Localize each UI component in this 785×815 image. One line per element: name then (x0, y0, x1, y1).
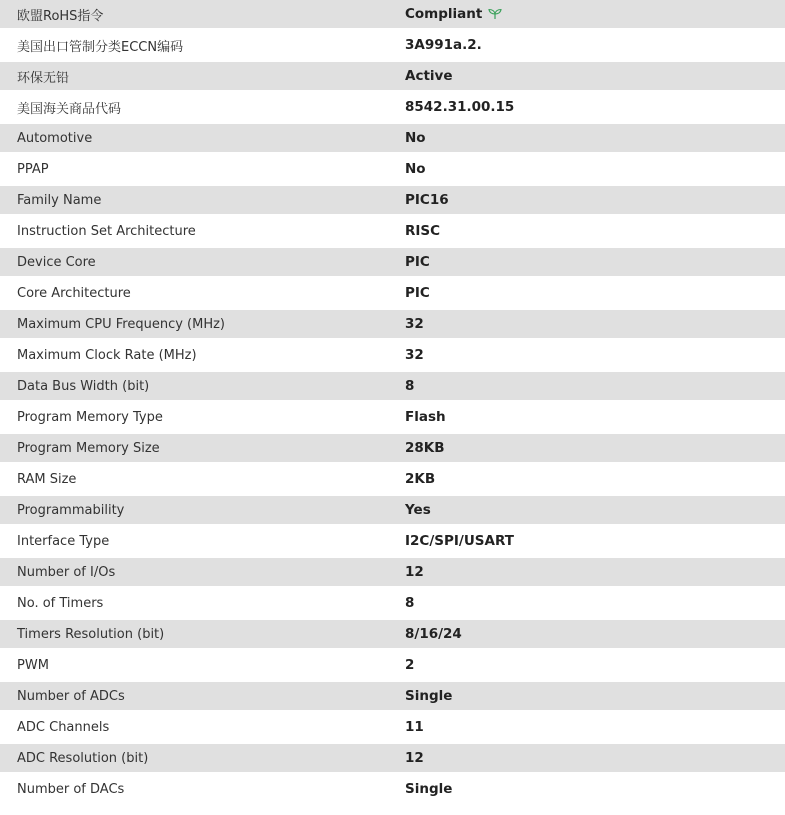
spec-value: 3A991a.2. (405, 37, 482, 53)
spec-label: 美国出口管制分类ECCN编码 (17, 39, 184, 55)
table-row (0, 341, 785, 372)
table-row (0, 465, 785, 496)
spec-value: 11 (405, 719, 424, 735)
spec-value: 8/16/24 (405, 626, 462, 642)
spec-value: Single (405, 781, 453, 797)
spec-label: Device Core (17, 254, 96, 270)
spec-value: 32 (405, 316, 424, 332)
spec-label: Interface Type (17, 533, 110, 549)
table-row (0, 31, 785, 62)
spec-value: Active (405, 68, 453, 84)
table-row (0, 310, 785, 341)
spec-label: PWM (17, 657, 49, 673)
table-row (0, 434, 785, 465)
table-row (0, 744, 785, 775)
table-row (0, 589, 785, 620)
table-row (0, 62, 785, 93)
spec-value: 8 (405, 595, 415, 611)
spec-value: Single (405, 688, 453, 704)
spec-value: 12 (405, 564, 424, 580)
spec-label: 美国海关商品代码 (17, 101, 122, 117)
spec-value: 2KB (405, 471, 436, 487)
table-row (0, 558, 785, 589)
spec-value: 28KB (405, 440, 445, 456)
spec-label: Program Memory Size (17, 440, 160, 456)
spec-label: Automotive (17, 130, 93, 146)
spec-value: No (405, 130, 426, 146)
spec-label: Family Name (17, 192, 102, 208)
spec-value: 12 (405, 750, 424, 766)
spec-label: RAM Size (17, 471, 77, 487)
spec-value: 32 (405, 347, 424, 363)
table-row (0, 682, 785, 713)
spec-value: RISC (405, 223, 441, 239)
spec-label: Programmability (17, 502, 125, 518)
spec-label: Maximum CPU Frequency (MHz) (17, 316, 225, 332)
spec-label: Maximum Clock Rate (MHz) (17, 347, 197, 363)
spec-label: Number of ADCs (17, 688, 125, 704)
table-row (0, 248, 785, 279)
spec-value: 2 (405, 657, 415, 673)
table-row (0, 775, 785, 806)
table-row (0, 0, 785, 31)
spec-value-cell (388, 6, 785, 22)
table-row (0, 620, 785, 651)
spec-label: ADC Resolution (bit) (17, 750, 149, 766)
table-row (0, 372, 785, 403)
table-row (0, 186, 785, 217)
spec-label: Timers Resolution (bit) (17, 626, 165, 642)
spec-label: Core Architecture (17, 285, 131, 301)
spec-label: Data Bus Width (bit) (17, 378, 150, 394)
spec-label: Number of I/Os (17, 564, 116, 580)
spec-value: Flash (405, 409, 446, 425)
spec-value: PIC (405, 285, 430, 301)
leaf-icon (488, 8, 502, 20)
table-row (0, 124, 785, 155)
table-row (0, 527, 785, 558)
spec-label: Number of DACs (17, 781, 125, 797)
spec-label: 欧盟RoHS指令 (17, 8, 104, 24)
table-row (0, 713, 785, 744)
spec-value: Compliant (405, 6, 483, 22)
spec-label: Program Memory Type (17, 409, 163, 425)
spec-label: Instruction Set Architecture (17, 223, 196, 239)
spec-value: No (405, 161, 426, 177)
table-row (0, 155, 785, 186)
table-row (0, 93, 785, 124)
spec-value: 8 (405, 378, 415, 394)
spec-label: 环保无铅 (17, 70, 70, 86)
spec-value: Yes (405, 502, 431, 518)
spec-value: 8542.31.00.15 (405, 99, 515, 115)
table-row (0, 279, 785, 310)
spec-label: No. of Timers (17, 595, 104, 611)
spec-value: PIC16 (405, 192, 449, 208)
table-row (0, 496, 785, 527)
spec-label: PPAP (17, 161, 49, 177)
table-row (0, 403, 785, 434)
spec-value: PIC (405, 254, 430, 270)
spec-label: ADC Channels (17, 719, 110, 735)
spec-value: I2C/SPI/USART (405, 533, 514, 549)
table-row (0, 651, 785, 682)
table-row (0, 217, 785, 248)
